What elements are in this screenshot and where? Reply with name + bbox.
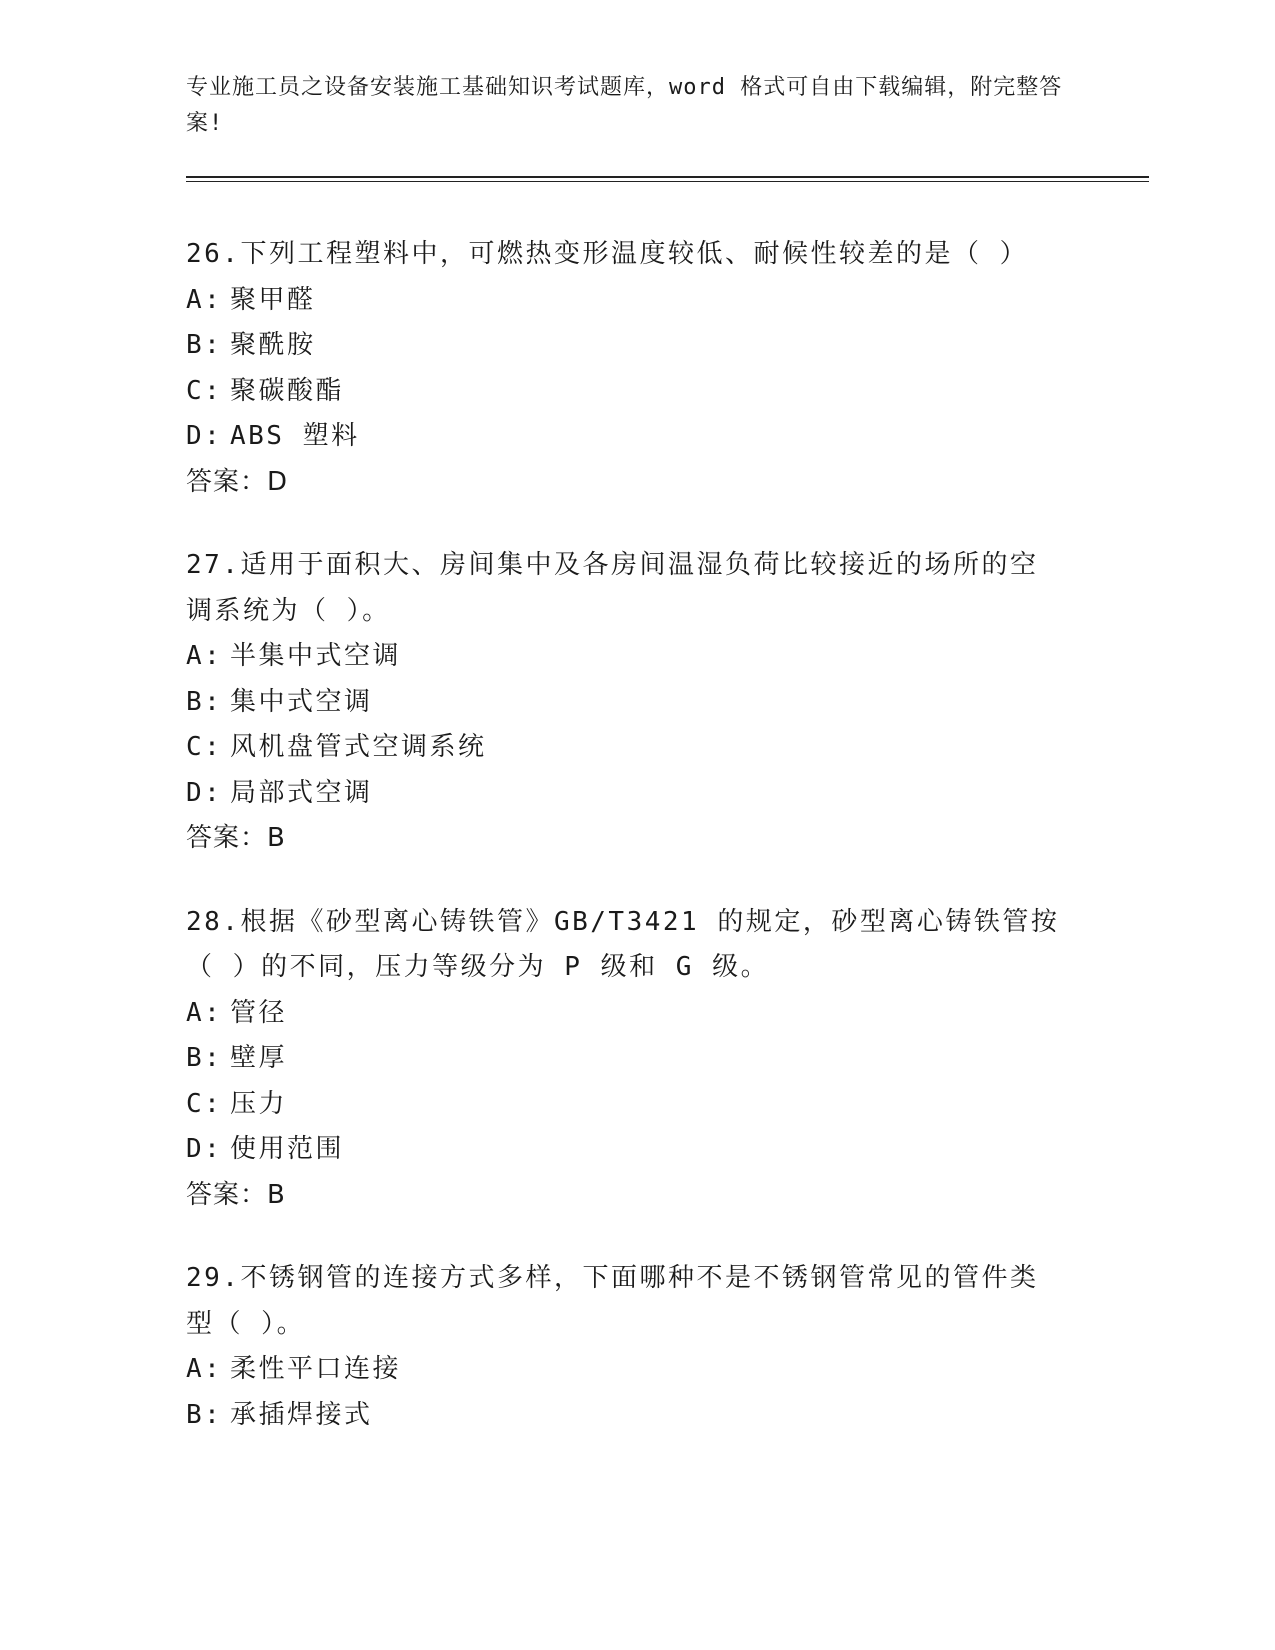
option-text: 壁厚: [230, 1043, 288, 1073]
question-stem: 28.根据《砂型离心铸铁管》GB/T3421 的规定，砂型离心铸铁管按（ ）的不同，压力等级分为 P 级和 G 级。: [186, 906, 1060, 982]
option-key: B:: [186, 686, 223, 717]
option-key: C:: [186, 375, 223, 406]
document-header: 专业施工员之设备安装施工基础知识考试题库，word 格式可自由下载编辑，附完整答案!: [186, 75, 1063, 136]
option-text: 压力: [230, 1088, 288, 1119]
option-b: [186, 1393, 1086, 1439]
answer-line: 答案：B: [186, 1179, 286, 1210]
question-28: [186, 900, 1086, 1219]
option-c: [186, 1082, 1086, 1128]
question-stem: 27.适用于面积大、房间集中及各房间温湿负荷比较接近的场所的空调系统为（ ）。: [186, 550, 1039, 626]
option-key: D:: [186, 1134, 223, 1164]
question-29: [186, 1256, 1086, 1438]
option-b: [186, 1036, 1086, 1082]
option-b: [186, 323, 1086, 369]
option-key: C:: [186, 1088, 223, 1119]
option-key: D:: [186, 421, 223, 451]
option-text: ABS 塑料: [230, 421, 360, 451]
question-26: [186, 232, 1086, 505]
option-key: B:: [186, 330, 223, 360]
option-d: [186, 771, 1086, 817]
option-text: 集中式空调: [230, 686, 373, 717]
option-key: B:: [186, 1043, 223, 1073]
option-c: [186, 369, 1086, 415]
question-list: [186, 232, 1086, 1476]
option-text: 聚碳酸酯: [230, 375, 345, 406]
option-text: 聚酰胺: [230, 330, 316, 360]
header-rule-thick: [186, 176, 1149, 178]
option-c: [186, 725, 1086, 771]
answer-line: 答案：B: [186, 823, 286, 853]
option-d: [186, 414, 1086, 460]
option-key: D:: [186, 777, 223, 808]
question-27: [186, 543, 1086, 862]
option-text: 承插焊接式: [230, 1399, 373, 1430]
option-key: A:: [186, 997, 223, 1028]
option-text: 聚甲醛: [230, 284, 316, 315]
option-text: 风机盘管式空调系统: [230, 732, 487, 762]
question-stem: 26.下列工程塑料中，可燃热变形温度较低、耐候性较差的是（ ）: [186, 239, 1029, 269]
option-a: [186, 991, 1086, 1037]
answer-line: 答案：D: [186, 466, 289, 497]
question-stem: 29.不锈钢管的连接方式多样，下面哪种不是不锈钢管常见的管件类型（ ）。: [186, 1263, 1039, 1339]
option-text: 局部式空调: [230, 777, 373, 808]
option-a: [186, 634, 1086, 680]
option-key: B:: [186, 1399, 223, 1430]
option-d: [186, 1127, 1086, 1173]
option-a: [186, 278, 1086, 324]
option-text: 柔性平口连接: [230, 1354, 402, 1384]
option-text: 管径: [230, 997, 288, 1028]
option-b: [186, 680, 1086, 726]
option-key: A:: [186, 284, 223, 315]
option-key: C:: [186, 732, 223, 762]
option-text: 半集中式空调: [230, 641, 402, 671]
header-rule-thin: [186, 181, 1149, 182]
option-key: A:: [186, 1354, 223, 1384]
option-a: [186, 1347, 1086, 1393]
option-key: A:: [186, 641, 223, 671]
option-text: 使用范围: [230, 1134, 345, 1164]
